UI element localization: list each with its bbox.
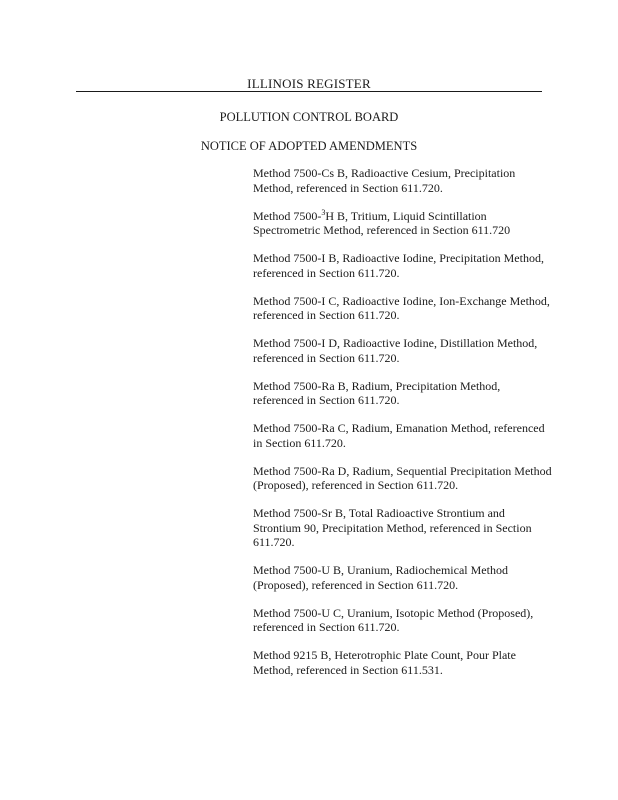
method-entry: Method 7500-Ra C, Radium, Emanation Method, referenced in Section 611.720.: [253, 421, 545, 450]
method-suffix: H B, Tritium, Liquid Scintillation Spectrometric Method, referenced in Section 611.720: [253, 208, 511, 237]
method-prefix: Method 7500-: [253, 208, 322, 223]
header-rule: [76, 91, 542, 92]
method-entry: Method 7500-I B, Radioactive Iodine, Precipitation Method, referenced in Section 611.720.: [253, 251, 544, 280]
method-entry: [253, 209, 553, 238]
method-entry: Method 7500-I D, Radioactive Iodine, Distillation Method, referenced in Section 611.720.: [253, 336, 538, 365]
method-entry: Method 7500-Ra B, Radium, Precipitation Method, referenced in Section 611.720.: [253, 378, 501, 407]
method-entry: Method 9215 B, Heterotrophic Plate Count, Pour Plate Method, referenced in Section 611.531.: [253, 648, 516, 677]
method-list: [253, 166, 553, 691]
method-entry: Method 7500-U C, Uranium, Isotopic Method (Proposed), referenced in Section 611.720.: [253, 605, 534, 634]
method-entry: Method 7500-Sr B, Total Radioactive Strontium and Strontium 90, Precipitation Method, referenced in Section 611.720.: [253, 506, 532, 549]
method-entry: Method 7500-I C, Radioactive Iodine, Ion-Exchange Method, referenced in Section 611.720.: [253, 293, 550, 322]
method-entry: Method 7500-U B, Uranium, Radiochemical Method (Proposed), referenced in Section 611.720.: [253, 563, 508, 592]
method-entry: Method 7500-Ra D, Radium, Sequential Precipitation Method (Proposed), referenced in Section 611.720.: [253, 463, 552, 492]
notice-title: NOTICE OF ADOPTED AMENDMENTS: [200, 139, 418, 153]
isotope-superscript: 3: [321, 207, 326, 217]
register-title: ILLINOIS REGISTER: [247, 76, 371, 91]
method-entry: Method 7500-Cs B, Radioactive Cesium, Precipitation Method, referenced in Section 611.720.: [253, 166, 516, 195]
agency-name: POLLUTION CONTROL BOARD: [219, 110, 399, 124]
